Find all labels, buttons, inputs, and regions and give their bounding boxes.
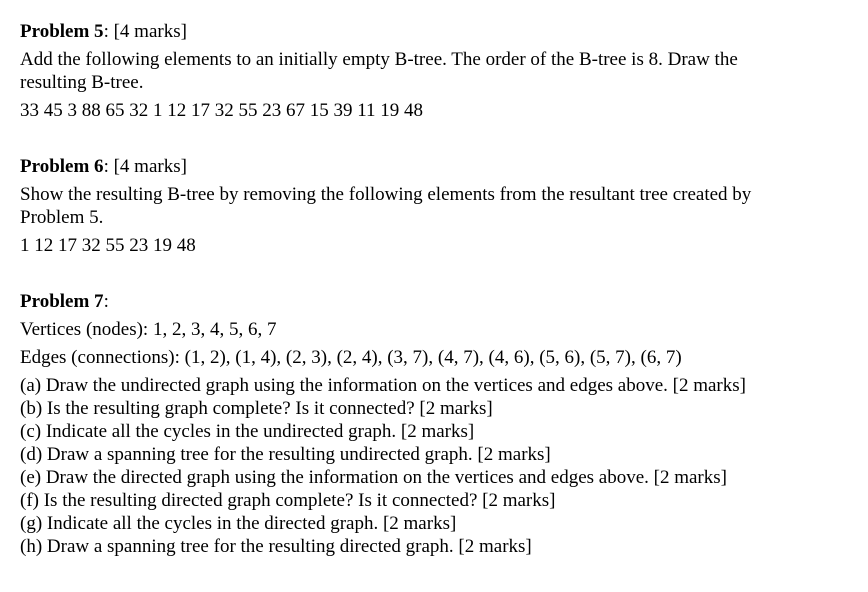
- problem7-part-f: (f) Is the resulting directed graph complete? Is it connected? [2 marks]: [20, 490, 556, 511]
- problem7-part-c: (c) Indicate all the cycles in the undirected graph. [2 marks]: [20, 421, 475, 442]
- problem6-heading: [20, 155, 187, 178]
- problem5-heading: [20, 20, 187, 43]
- problem7-heading: [20, 290, 109, 313]
- problem5-text-line1: Add the following elements to an initially empty B-tree. The order of the B-tree is 8. Draw the: [20, 49, 738, 70]
- problem7-part-g: (g) Indicate all the cycles in the directed graph. [2 marks]: [20, 513, 457, 534]
- problem5-marks: : [4 marks]: [103, 21, 187, 42]
- problem5-title: Problem 5: [20, 21, 104, 42]
- problem5-sequence: 33 45 3 88 65 32 1 12 17 32 55 23 67 15 39 11 19 48: [20, 100, 424, 121]
- problem5-text-line2: resulting B-tree.: [20, 72, 144, 93]
- problem7-part-a: (a) Draw the undirected graph using the information on the vertices and edges above. [2 marks]: [20, 375, 746, 396]
- problem7-title: Problem 7: [20, 291, 104, 312]
- problem7-part-d: (d) Draw a spanning tree for the resulting undirected graph. [2 marks]: [20, 444, 551, 465]
- problem7-part-b: (b) Is the resulting graph complete? Is it connected? [2 marks]: [20, 398, 493, 419]
- problem6-text-line2: Problem 5.: [20, 207, 104, 228]
- problem7-vertices: Vertices (nodes): 1, 2, 3, 4, 5, 6, 7: [20, 319, 277, 340]
- problem6-text-line1: Show the resulting B-tree by removing the following elements from the resultant tree created by: [20, 184, 752, 205]
- problem7-colon: :: [103, 291, 109, 312]
- problem6-marks: : [4 marks]: [103, 156, 187, 177]
- problem6-title: Problem 6: [20, 156, 104, 177]
- problem7-part-h: (h) Draw a spanning tree for the resulting directed graph. [2 marks]: [20, 536, 532, 557]
- problem7-edges: Edges (connections): (1, 2), (1, 4), (2, 3), (2, 4), (3, 7), (4, 7), (4, 6), (5, 6), (5, 7), (6, 7): [20, 347, 682, 368]
- problem6-sequence: 1 12 17 32 55 23 19 48: [20, 235, 196, 256]
- problem7-part-e: (e) Draw the directed graph using the information on the vertices and edges above. [2 marks]: [20, 467, 727, 488]
